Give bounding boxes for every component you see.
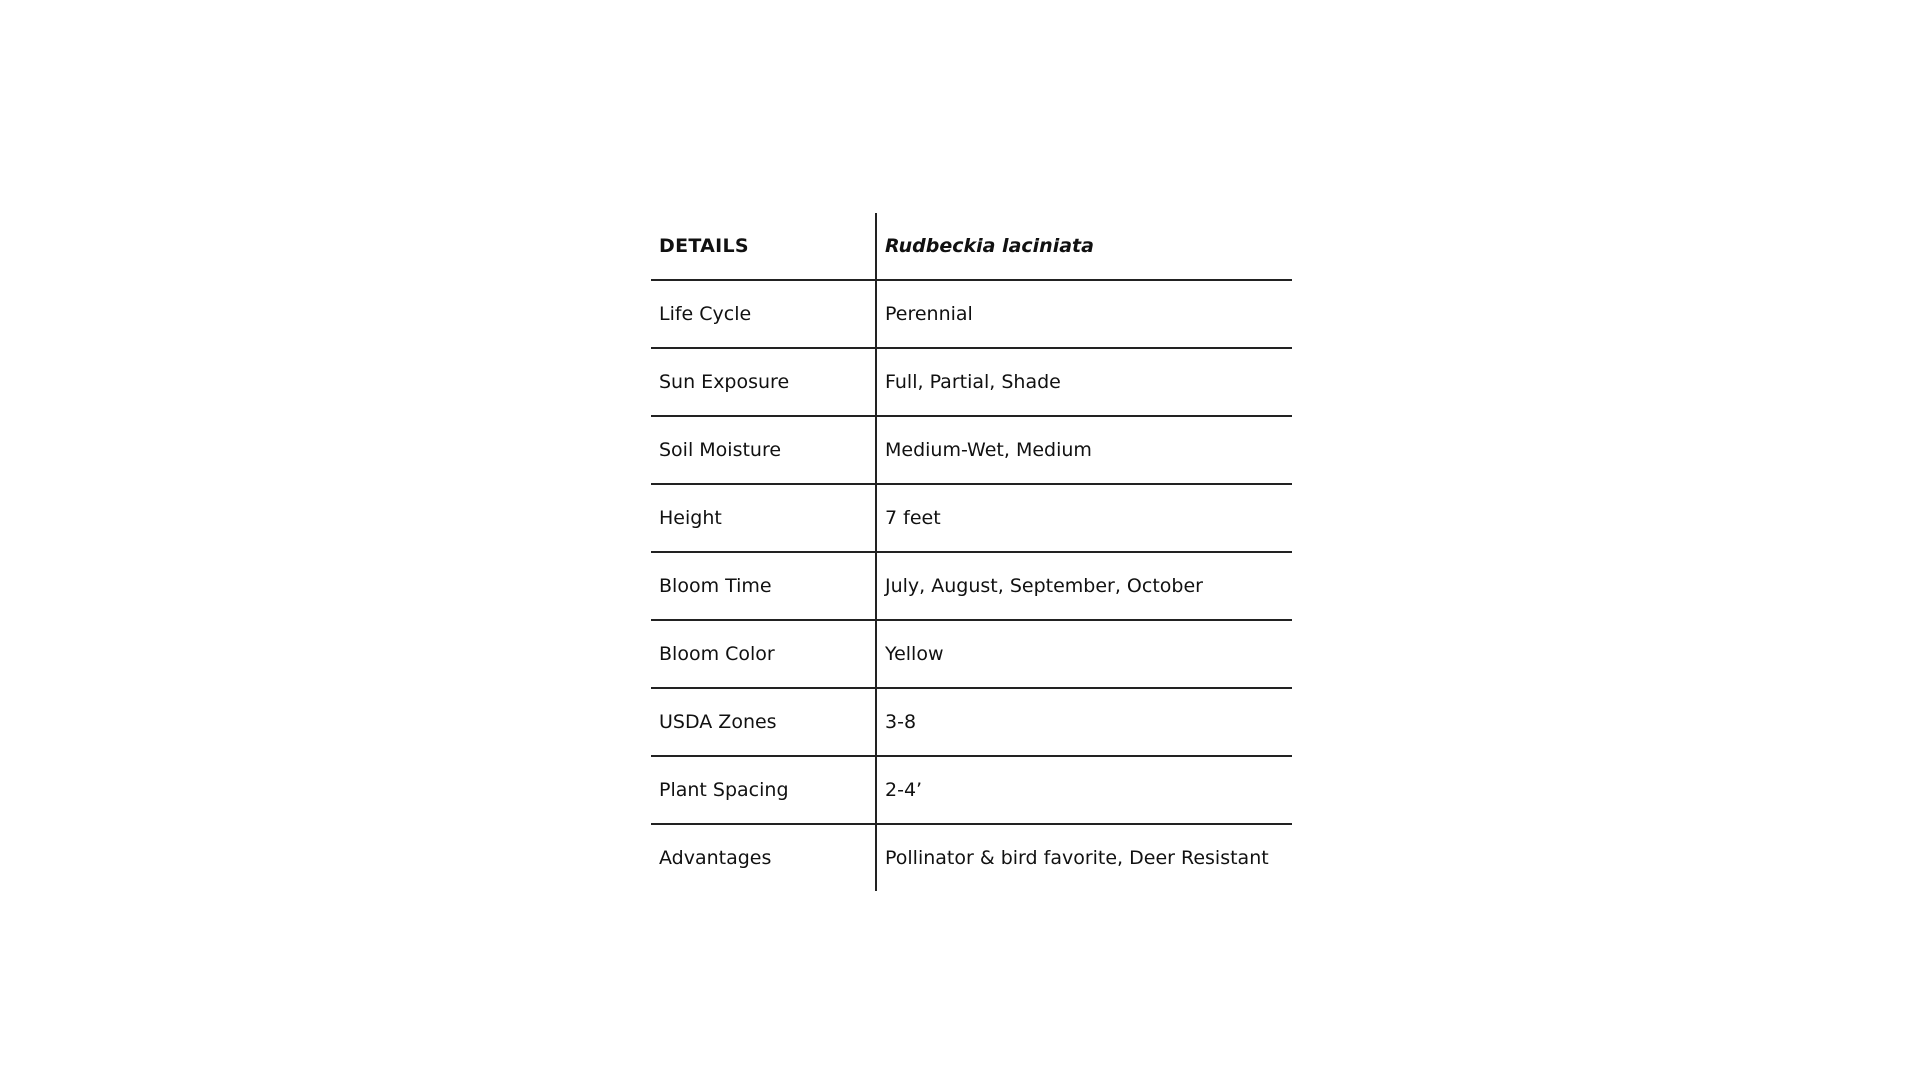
row-value: 7 feet: [876, 484, 1292, 552]
row-value: Pollinator & bird favorite, Deer Resistant: [885, 847, 1269, 869]
row-label: Sun Exposure: [651, 348, 876, 416]
row-label: Bloom Color: [651, 620, 876, 688]
header-species-name: Rudbeckia laciniata: [876, 213, 1292, 280]
table-header-row: [651, 213, 1292, 280]
row-value: July, August, September, October: [876, 552, 1292, 620]
table-row-life-cycle: [651, 280, 1292, 348]
row-label: Height: [651, 484, 876, 552]
table-row-advantages: [651, 824, 1292, 891]
header-details-label: DETAILS: [651, 213, 876, 280]
table-row-sun-exposure: [651, 348, 1292, 416]
row-label: USDA Zones: [651, 688, 876, 756]
row-label: Plant Spacing: [651, 756, 876, 824]
row-value: Yellow: [876, 620, 1292, 688]
table-row-usda-zones: [651, 688, 1292, 756]
row-value: 2-4’: [876, 756, 1292, 824]
row-label: Soil Moisture: [651, 416, 876, 484]
row-label: Advantages: [651, 824, 876, 891]
row-value: 3-8: [876, 688, 1292, 756]
plant-details-table: [651, 213, 1292, 891]
row-label: Life Cycle: [651, 280, 876, 348]
row-value: Perennial: [876, 280, 1292, 348]
table-row-plant-spacing: [651, 756, 1292, 824]
table-row-bloom-color: [651, 620, 1292, 688]
row-label: Bloom Time: [651, 552, 876, 620]
row-value: Medium-Wet, Medium: [876, 416, 1292, 484]
table-row-bloom-time: [651, 552, 1292, 620]
row-value: Full, Partial, Shade: [876, 348, 1292, 416]
table-row-soil-moisture: [651, 416, 1292, 484]
table-row-height: [651, 484, 1292, 552]
